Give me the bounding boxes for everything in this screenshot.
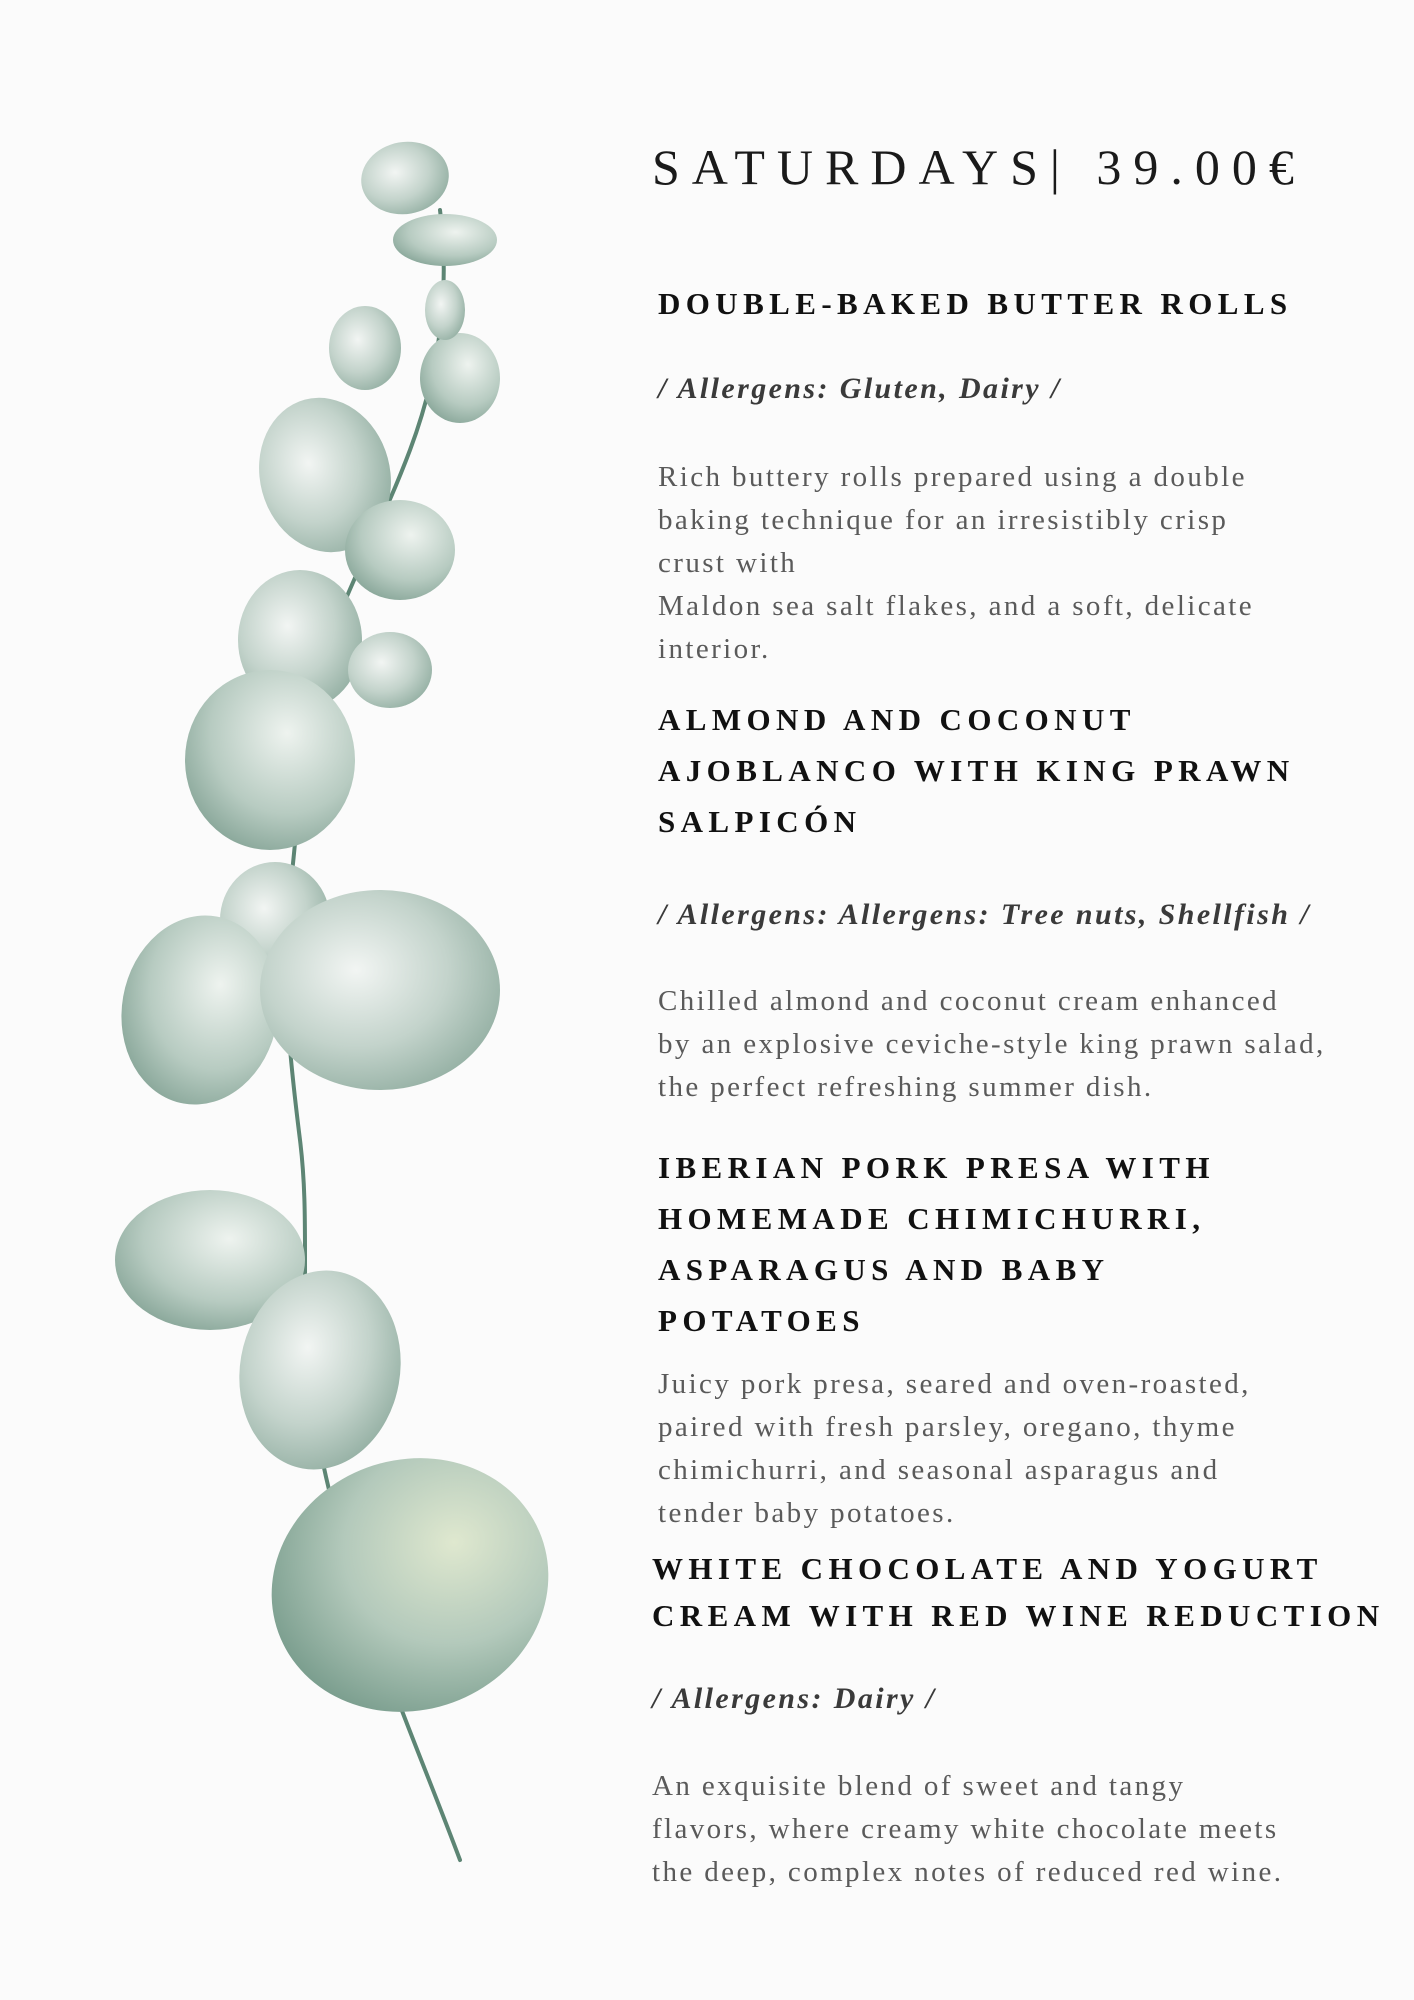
dish-description — [658, 980, 1326, 1109]
dish-description — [658, 456, 1254, 671]
desc-line: tender baby potatoes. — [658, 1497, 956, 1529]
desc-line: the deep, complex notes of reduced red wine. — [652, 1856, 1284, 1888]
desc-line: Rich buttery rolls prepared using a double — [658, 461, 1247, 493]
dish-name-line: HOMEMADE CHIMICHURRI, — [658, 1201, 1206, 1236]
dish-name-line: DOUBLE-BAKED BUTTER ROLLS — [658, 286, 1293, 321]
desc-line: baking technique for an irresistibly crisp — [658, 504, 1229, 536]
desc-line: Maldon sea salt flakes, and a soft, delicate — [658, 590, 1255, 622]
menu-title: SATURDAYS| 39.00€ — [652, 139, 1306, 195]
dish-name-line: SALPICÓN — [658, 804, 862, 839]
dish-name-ajoblanco — [658, 694, 1295, 847]
desc-line: An exquisite blend of sweet and tangy — [652, 1770, 1186, 1802]
dish-name-line: CREAM WITH RED WINE REDUCTION — [652, 1598, 1385, 1633]
desc-line: flavors, where creamy white chocolate meets — [652, 1813, 1279, 1845]
dish-description — [652, 1765, 1283, 1894]
desc-line: interior. — [658, 633, 771, 665]
dish-description — [658, 1363, 1251, 1535]
dish-name-line: AJOBLANCO WITH KING PRAWN — [658, 753, 1295, 788]
desc-line: the perfect refreshing summer dish. — [658, 1071, 1154, 1103]
eucalyptus-branch-icon — [110, 130, 590, 1880]
dish-allergens: / Allergens: Allergens: Tree nuts, Shellfish / — [658, 898, 1311, 931]
dish-name-butter-rolls — [658, 278, 1293, 329]
dish-allergens: / Allergens: Gluten, Dairy / — [658, 372, 1062, 405]
dish-name-line: POTATOES — [658, 1303, 865, 1338]
dish-name-line: ALMOND AND COCONUT — [658, 702, 1136, 737]
dish-name-white-chocolate — [652, 1545, 1384, 1639]
desc-line: chimichurri, and seasonal asparagus and — [658, 1454, 1220, 1486]
desc-line: Juicy pork presa, seared and oven-roasted, — [658, 1368, 1251, 1400]
desc-line: paired with fresh parsley, oregano, thyme — [658, 1411, 1237, 1443]
dish-allergens: / Allergens: Dairy / — [652, 1682, 937, 1715]
dish-name-pork-presa — [658, 1142, 1215, 1346]
desc-line: crust with — [658, 547, 798, 579]
dish-name-line: IBERIAN PORK PRESA WITH — [658, 1150, 1215, 1185]
dish-name-line: ASPARAGUS AND BABY — [658, 1252, 1110, 1287]
dish-name-line: WHITE CHOCOLATE AND YOGURT — [652, 1551, 1323, 1586]
desc-line: Chilled almond and coconut cream enhanced — [658, 985, 1280, 1017]
desc-line: by an explosive ceviche-style king prawn salad, — [658, 1028, 1326, 1060]
